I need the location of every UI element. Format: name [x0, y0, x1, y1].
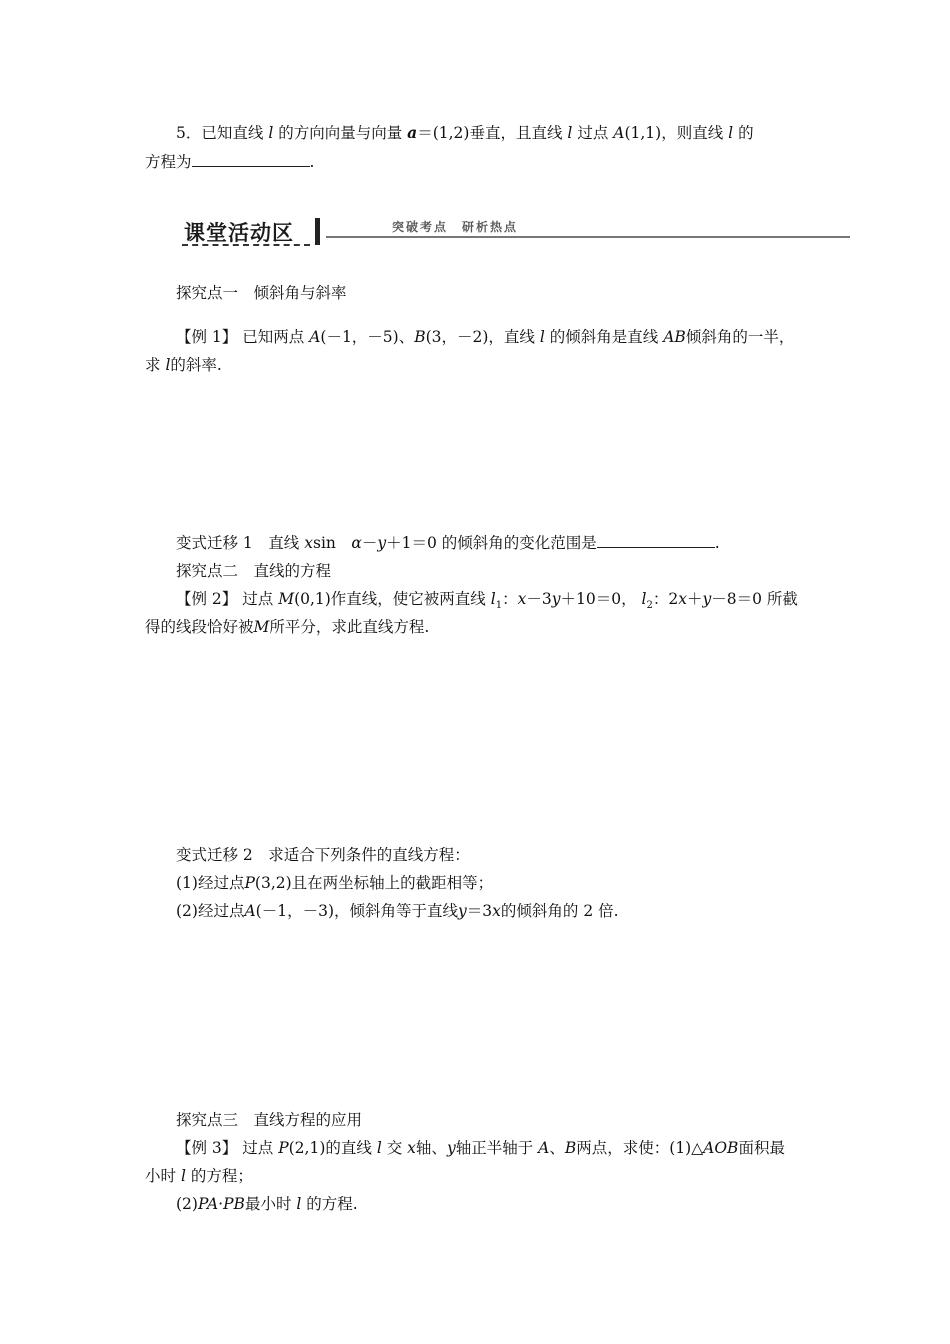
question-5-line-1: 5．已知直线 l 的方向向量与向量 a＝(1,2)垂直，且直线 l 过点 A(1,1)，则直线 l 的: [176, 123, 754, 142]
section-3-title: 探究点三 直线方程的应用: [176, 1111, 363, 1129]
question-5-line-2: 方程为 .: [145, 153, 315, 171]
banner-title: 课堂活动区: [184, 221, 294, 245]
variant-2-title: 变式迁移 2 求适合下列条件的直线方程：: [176, 846, 470, 864]
example-2-line-1: 【例 2】 过点 M(0,1)作直线，使它被两直线 $l_1$：x－3y＋10＝0， $l_2$：2x＋y－8＝0 所截: [176, 590, 798, 612]
example-tag: 【例 2】: [176, 590, 238, 608]
example-3-line-1: 【例 3】 过点 P(2,1)的直线 l 交 x轴、y轴正半轴于 A、B两点，求使：(1)△AOB面积最: [176, 1139, 785, 1157]
example-1-line-1: 【例 1】 已知两点 A(－1，－5)、B(3，－2)，直线 l 的倾斜角是直线 AB倾斜角的一半，: [176, 328, 795, 346]
answer-blank[interactable]: [192, 152, 310, 167]
vector-a: a: [407, 123, 418, 142]
banner-bar: [315, 218, 320, 245]
answer-blank[interactable]: [597, 533, 715, 548]
symbol-l: l: [268, 124, 274, 142]
section-1-title: 探究点一 倾斜角与斜率: [176, 284, 347, 302]
section-2-title: 探究点二 直线的方程: [176, 562, 332, 580]
symbol-l: l: [728, 124, 734, 142]
example-3-line-2: 小时 l 的方程；: [145, 1167, 253, 1185]
example-3-line-3: (2)PA·PB最小时 l 的方程.: [176, 1195, 358, 1213]
example-tag: 【例 1】: [176, 328, 238, 346]
section-banner: [174, 214, 850, 248]
variant-1: 变式迁移 1 直线 xsin α－y＋1＝0 的倾斜角的变化范围是 .: [176, 534, 720, 552]
banner-subtitle: 突破考点 研析热点: [392, 220, 519, 234]
variant-2-item-2: (2)经过点A(－1，－3)，倾斜角等于直线y＝3x的倾斜角的 2 倍.: [176, 902, 619, 920]
banner-dashed-underline: [182, 244, 310, 246]
variant-2-item-1: (1)经过点P(3,2)且在两坐标轴上的截距相等；: [176, 874, 494, 892]
example-tag: 【例 3】: [176, 1139, 238, 1157]
symbol-l: l: [567, 124, 573, 142]
example-1-line-2: 求 l的斜率.: [145, 356, 222, 374]
point-a: A: [613, 124, 625, 142]
banner-rule: [326, 236, 850, 238]
example-2-line-2: 得的线段恰好被M所平分，求此直线方程.: [145, 618, 430, 636]
